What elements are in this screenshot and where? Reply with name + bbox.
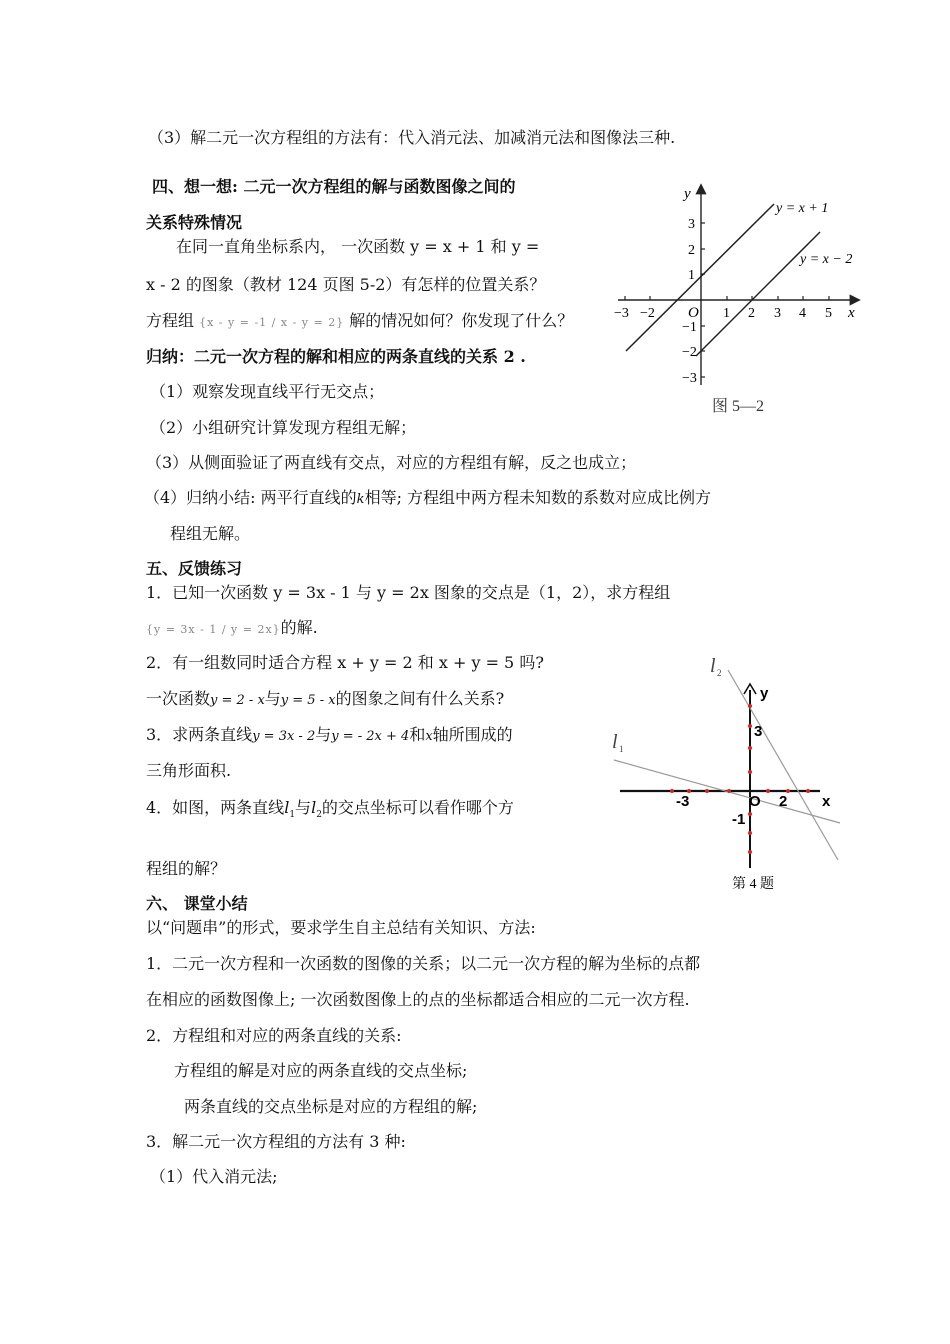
method-summary-line: （3）解二元一次方程组的方法有：代入消元法、加减消元法和图像法三种.	[148, 128, 676, 147]
figure-5-2-caption: 图 5—2	[712, 398, 765, 415]
q3-suffix: 轴所围成的	[432, 725, 513, 744]
y-label-neg1: -1	[732, 811, 746, 828]
section6-title: 六、 课堂小结	[146, 894, 248, 913]
y-tick-label: 3	[688, 217, 695, 232]
x-axis-label: x	[848, 305, 855, 321]
y-tick-label: −3	[682, 371, 697, 386]
section6-intro: 以“问题串”的形式，要求学生自主总结有关知识、方法:	[146, 918, 536, 937]
question-3b: 三角形面积.	[146, 761, 232, 780]
item4-prefix: （4）归纳小结: 两平行直线的	[144, 488, 357, 507]
q3-mid: 与	[315, 725, 332, 744]
q3-function-1: y = 3x - 2	[252, 729, 316, 744]
x-label-2: 2	[779, 793, 788, 810]
q3-mid2: 和	[409, 725, 426, 744]
section4-paragraph-3	[146, 310, 573, 334]
summary-3a: （1）代入消元法;	[150, 1167, 278, 1186]
equation-system-1: {x - y = -1 / x - y = 2}	[199, 316, 345, 329]
summary-item-4-cont: 程组无解。	[170, 524, 251, 543]
origin-label: O	[749, 793, 761, 810]
x-tick-label: 1	[723, 306, 730, 321]
section4-title-a: 四、想一想: 二元一次方程组的解与函数图像之间的	[152, 177, 516, 196]
y-tick-label: 1	[688, 268, 695, 283]
equation-system-2: {y = 3x - 1 / y = 2x}	[146, 623, 281, 636]
l1-sub: 1	[619, 744, 624, 754]
q4-l2: l	[311, 798, 317, 817]
summary-item-2: （2）小组研究计算发现方程组无解；	[150, 418, 417, 437]
figure-question-4	[606, 648, 846, 898]
y-tick-label: −1	[682, 320, 697, 335]
figure-5-2	[610, 180, 870, 425]
summary-title: 归纳：二元一次方程的解和相应的两条直线的关系 2 .	[146, 347, 526, 366]
x-tick-label: 5	[825, 306, 832, 321]
q3-prefix: 3．求两条直线	[146, 725, 253, 744]
q2b-mid: 与	[264, 689, 281, 708]
origin-label: O	[688, 305, 699, 321]
figure-4-caption: 第 4 题	[732, 877, 774, 892]
line2-label: y = x − 2	[800, 252, 853, 267]
x-tick-label: −3	[614, 306, 629, 321]
section4-paragraph-1: 在同一直角坐标系内， 一次函数 y = x + 1 和 y =	[176, 237, 540, 256]
q4-mid: 与	[295, 798, 312, 817]
line-l2	[728, 670, 838, 860]
q4-l1-sub: 1	[289, 810, 296, 821]
x-label-neg3: -3	[676, 793, 690, 810]
x-tick-label: −2	[640, 306, 655, 321]
question-3	[146, 724, 513, 748]
l1-label: l	[612, 731, 618, 753]
x-tick-label: 3	[774, 306, 781, 321]
y-label-3: 3	[754, 723, 763, 740]
q2b-prefix: 一次函数	[146, 689, 211, 708]
l2-label: l	[710, 655, 716, 677]
q2b-function-1: y = 2 - x	[210, 693, 265, 708]
y-tick-label: 2	[688, 243, 695, 258]
x-tick-label: 4	[799, 306, 806, 321]
l2-sub: 2	[717, 668, 722, 678]
q2b-suffix: 的图象之间有什么关系?	[335, 689, 505, 708]
q2b-function-2: y = 5 - x	[280, 693, 336, 708]
summary-2: 2．方程组和对应的两条直线的关系:	[146, 1026, 402, 1045]
y-axis-label: y	[760, 685, 769, 702]
question-4	[146, 797, 514, 826]
p3-prefix: 方程组	[146, 311, 195, 330]
y-axis-label: y	[684, 186, 691, 202]
x-axis-label: x	[822, 793, 831, 810]
k-symbol: k	[356, 492, 365, 507]
summary-1b: 在相应的函数图像上; 一次函数图像上的点的坐标都适合相应的二元一次方程.	[146, 990, 690, 1009]
line-y-x-plus-1	[626, 204, 774, 351]
line-y-x-minus-2	[696, 232, 820, 356]
q4-suffix: 的交点坐标可以看作哪个方	[321, 798, 514, 817]
summary-2a: 方程组的解是对应的两条直线的交点坐标;	[174, 1061, 468, 1080]
question-2a: 2．有一组数同时适合方程 x + y = 2 和 x + y = 5 吗?	[146, 653, 544, 672]
summary-3: 3．解二元一次方程组的方法有 3 种:	[146, 1132, 406, 1151]
y-tick-label: −2	[682, 345, 697, 360]
q4-prefix: 4．如图，两条直线	[146, 798, 285, 817]
summary-item-1: （1）观察发现直线平行无交点；	[150, 382, 385, 401]
q3-axis: x	[425, 729, 433, 744]
question-2b	[146, 688, 504, 712]
x-tick-label: 2	[748, 306, 755, 321]
question-1: 1．已知一次函数 y = 3x - 1 与 y = 2x 图象的交点是（1，2），求方程组	[146, 583, 671, 602]
section4-paragraph-2: x - 2 的图象（教材 124 页图 5-2）有怎样的位置关系？	[146, 275, 546, 294]
q1-suffix: 的解.	[280, 618, 318, 637]
summary-item-4	[144, 487, 711, 511]
summary-1a: 1．二元一次方程和一次函数的图像的关系；以二元一次方程的解为坐标的点都	[146, 954, 701, 973]
q4-l2-sub: 2	[316, 810, 322, 821]
q3-function-2: y = - 2x + 4	[331, 729, 410, 744]
question-4b: 程组的解？	[146, 859, 227, 878]
section4-title-b: 关系特殊情况	[146, 213, 243, 232]
question-1-eq-line	[146, 617, 318, 641]
line1-label: y = x + 1	[776, 201, 829, 216]
p3-suffix: 解的情况如何？你发现了什么？	[349, 311, 574, 330]
summary-item-3: （3）从侧面验证了两直线有交点，对应的方程组有解，反之也成立；	[146, 453, 637, 472]
summary-2b: 两条直线的交点坐标是对应的方程组的解;	[184, 1097, 478, 1116]
section5-title: 五、反馈练习	[146, 559, 243, 578]
q4-l1: l	[284, 798, 290, 817]
item4-suffix: 相等; 方程组中两方程未知数的系数对应成比例方	[364, 488, 712, 507]
